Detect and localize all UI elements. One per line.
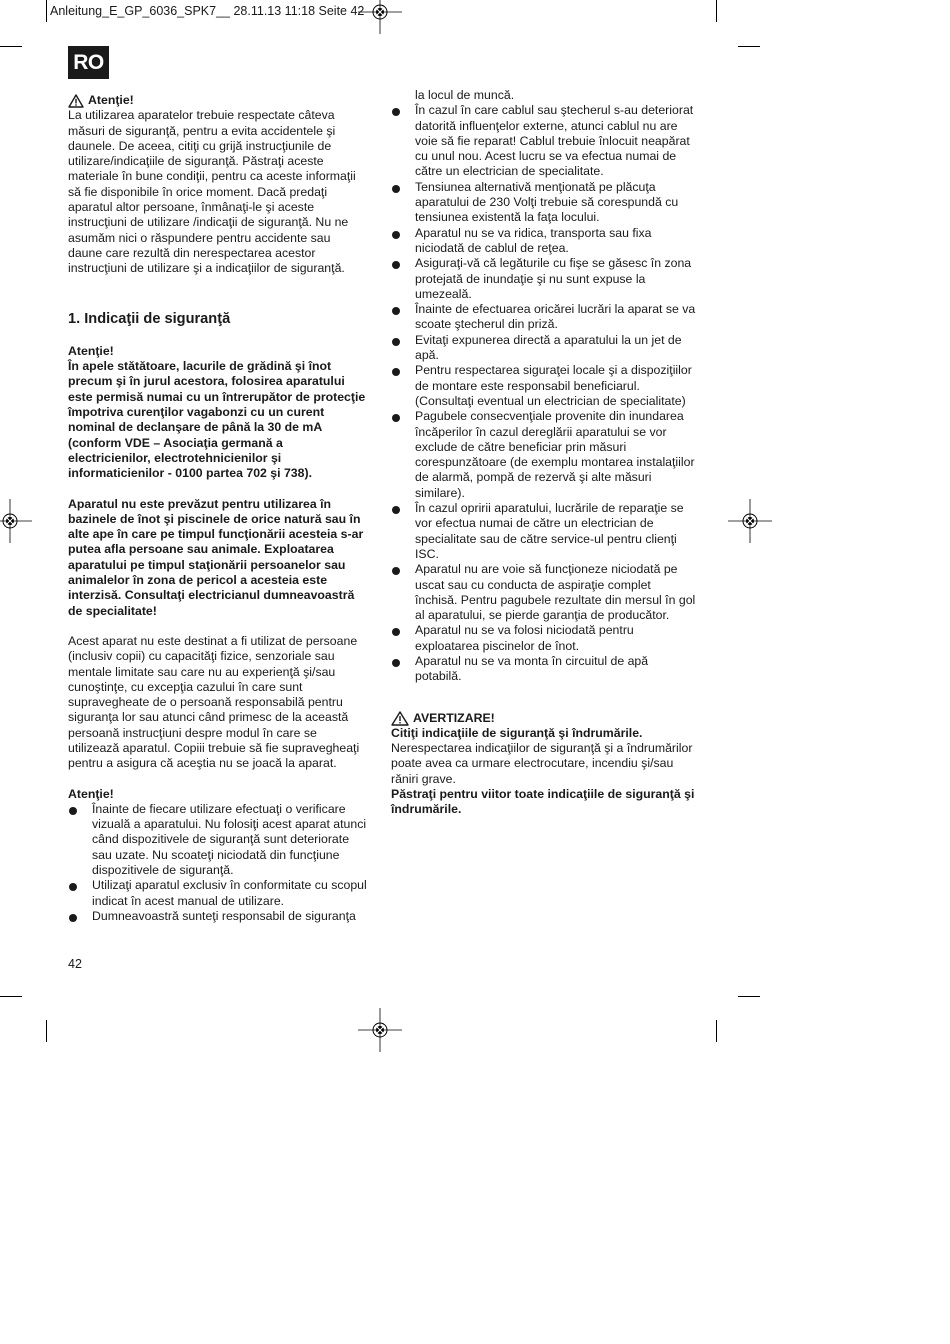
crop-mark (716, 0, 717, 22)
list-item: Pentru respectarea siguraţei locale şi a dispoziţiilor de montare este responsabil beneficiarul. (Consultaţi eventual un electrician de specialitate) (391, 363, 696, 409)
list-item: Înainte de efectuarea oricărei lucrări la aparat se va scoate ştecherul din priză. (391, 302, 696, 333)
crop-mark (0, 996, 22, 997)
attention-title: Atenţie! (68, 786, 114, 801)
attention-title: Atenţie! (68, 343, 114, 358)
warning-paragraph: Nerespectarea indicaţiilor de siguranţă şi a îndrumărilor poate avea ca urmare electrocutare, incendiu şi/sau răniri grave. (391, 741, 693, 786)
language-badge: RO (68, 46, 109, 79)
crop-mark (46, 0, 47, 22)
list-item: Tensiunea alternativă menţionată pe plăcuţa aparatului de 230 Volţi trebuie să corespundă cu tensiunea existentă la faţa locului. (391, 180, 696, 226)
right-column (391, 88, 696, 818)
list-item: Aparatul nu se va folosi niciodată pentru exploatarea piscinelor de înot. (391, 623, 696, 654)
warning-title: AVERTIZARE! (413, 710, 495, 725)
list-item: Aparatul nu se va ridica, transporta sau fixa niciodată de cablul de reţea. (391, 226, 696, 257)
list-item: Dumneavoastră sunteţi responsabil de siguranţa (68, 909, 368, 924)
list-item: În cazul opririi aparatului, lucrările de reparaţie se vor efectua numai de către un electrician de specialitate sau de către service-ul pentru clienţi ISC. (391, 501, 696, 562)
warning-heading (391, 711, 696, 726)
list-item: Evitaţi expunerea directă a aparatului la un jet de apă. (391, 333, 696, 364)
registration-mark-icon (0, 499, 32, 543)
left-column (68, 93, 368, 924)
body-paragraph: Acest aparat nu este destinat a fi utilizat de persoane (inclusiv copii) cu capacităţi fizice, senzoriale sau mentale limitate sau care nu au experienţă şi/sau cunoştinţe, cu excepţia cazului în care sunt supravegheate de o persoană responsabilă pentru siguranţa lor sau atunci când primesc de la această persoană instrucţiuni despre modul în care se utilizează aparatul. Copiii trebuie să fie supravegheaţi pentru a asigura că aceştia nu se joacă la aparat. (68, 633, 360, 771)
crop-mark (738, 996, 760, 997)
bold-paragraph: În apele stătătoare, lacurile de grădină şi înot precum şi în jurul acestora, folosirea aparatului este permisă numai cu un întrerupător de protecţie împotriva curenţilor vagabonzi cu un curent nominal de declanşare de până la 30 de mA (conform VDE – Asociaţia germană a electricienilor, electrotehnicienilor şi informaticienilor - 0100 partea 702 şi 738). (68, 359, 366, 481)
warning-triangle-icon (68, 94, 84, 108)
list-item: Pagubele consecvenţiale provenite din inundarea încăperilor în cazul dereglării aparatului se vor exclude de către beneficiar prin măsuri corespunzătoare (de exemplu montarea instalaţiilor de alarmă, pompă de rezervă şi alte măsuri similare). (391, 409, 696, 501)
print-slug: Anleitung_E_GP_6036_SPK7__ 28.11.13 11:18 Seite 42 (50, 4, 365, 18)
crop-mark (0, 46, 22, 47)
attention-title: Atenţie! (88, 93, 134, 107)
warning-bold-line: Citiţi indicaţiile de siguranţă şi îndrumările. (391, 725, 643, 740)
list-item: În cazul în care cablul sau ştecherul s-au deteriorat datorită influenţelor externe, atunci cablul nu are voie să fie reparat! Cablul trebuie înlocuit neapărat cu unul nou. Acest lucru se va efectua numai de către un electrician de specialitate. (391, 103, 696, 179)
crop-mark (716, 1020, 717, 1042)
crop-mark (738, 46, 760, 47)
list-item: Aparatul nu are voie să funcţioneze niciodată pe uscat sau cu conducta de aspiraţie complet închisă. Pentru pagubele rezultate din mersul în gol al aparatului, se pierde garanţia de producător. (391, 562, 696, 623)
registration-mark-icon (358, 0, 402, 34)
list-item: Asiguraţi-vă că legăturile cu fişe se găsesc în zona protejată de inundaţie şi nu sunt expuse la umezeală. (391, 256, 696, 302)
list-continuation: la locul de muncă. (415, 88, 515, 102)
warning-bold-line: Păstraţi pentru viitor toate indicaţiile de siguranţă şi îndrumările. (391, 787, 695, 817)
registration-mark-icon (728, 499, 772, 543)
list-item: Utilizaţi aparatul exclusiv în conformitate cu scopul indicat în acest manual de utilizare. (68, 878, 368, 909)
list-item: Aparatul nu se va monta în circuitul de apă potabilă. (391, 654, 696, 685)
bullet-list (391, 103, 696, 684)
registration-mark-icon (358, 1008, 402, 1052)
warning-triangle-icon (391, 711, 409, 726)
attention-heading (68, 93, 368, 108)
crop-mark (46, 1020, 47, 1042)
bullet-list (68, 802, 368, 924)
section-title: 1. Indicaţii de siguranţă (68, 310, 231, 327)
bold-paragraph: Aparatul nu este prevăzut pentru utilizarea în bazinele de înot şi piscinele de orice natură sau în alte ape în care pe timpul funcţionării acesteia s-ar putea afla persoane sau animale. Exploatarea aparatului pe timpul staţionării persoanelor sau animalelor în zona de pericol a acesteia este interzisă. Consultaţi electricianul dumneavoastră de specialitate! (68, 496, 364, 618)
page-number: 42 (68, 957, 82, 971)
list-item: Înainte de fiecare utilizare efectuaţi o verificare vizuală a aparatului. Nu folosiţi acest aparat atunci când dispozitivele de siguranţă sunt deteriorate sau uzate. Nu scoateţi niciodată din funcţiune dispozitivele de siguranţă. (68, 802, 368, 878)
attention-paragraph: La utilizarea aparatelor trebuie respectate câteva măsuri de siguranţă, pentru a evita accidentele şi daunele. De aceea, citiţi cu grijă instrucţiunile de utilizare/indicaţiile de siguranţă. Păstraţi aceste materiale în bune condiţii, pentru ca aceste informaţii să fie disponibile în orice moment. Dacă predaţi aparatul altor persoane, înmânaţi-le şi aceste instrucţiuni de utilizare /indicaţii de siguranţă. Nu ne asumăm nici o răspundere pentru accidente sau daune care rezultă din nerespectarea acestor instrucţiuni de utilizare şi a indicaţiilor de siguranţă. (68, 108, 356, 276)
